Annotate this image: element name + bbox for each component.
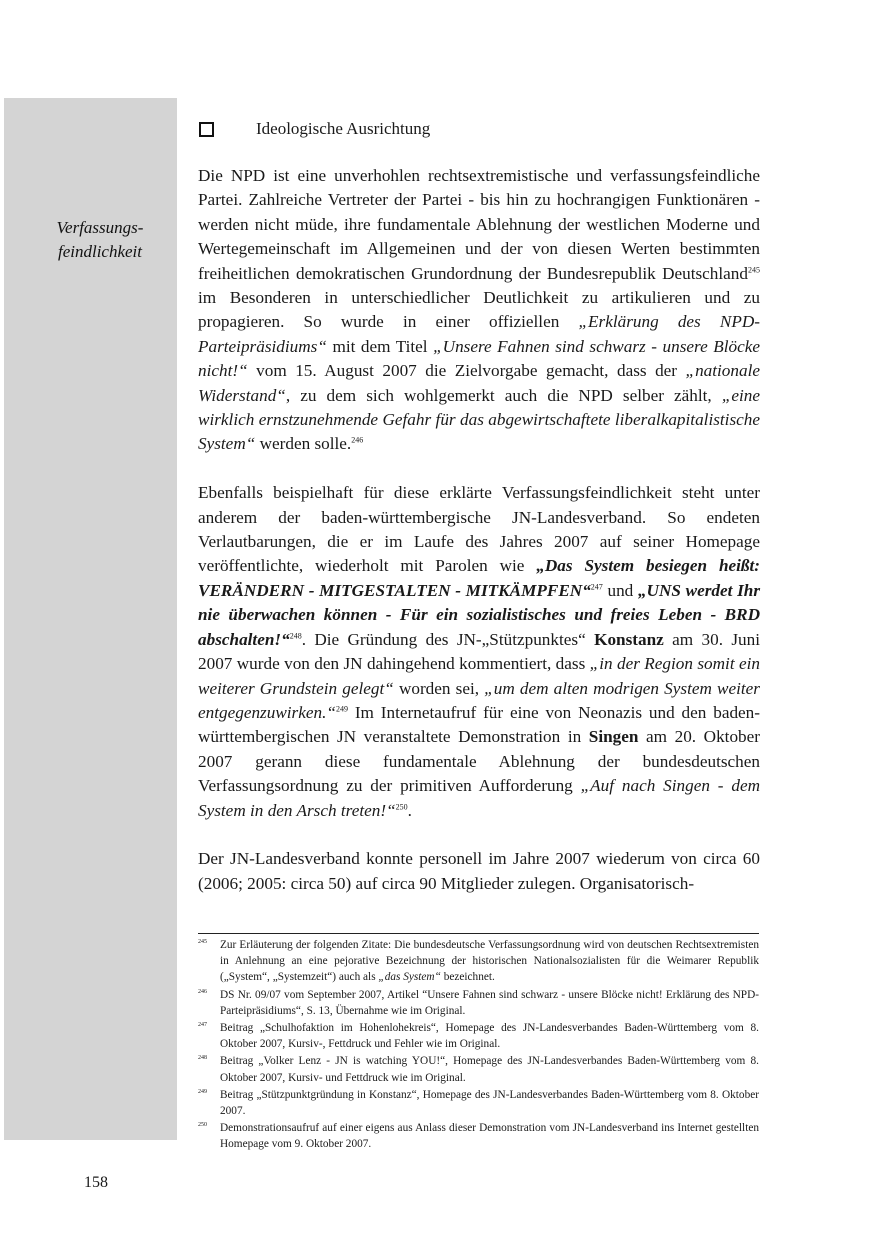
footnote-245 <box>198 937 759 986</box>
footnote-text-b: bezeichnet. <box>440 971 495 984</box>
p1-text-2: im Besonderen in unterschiedlicher Deutlichkeit zu artikulieren und zu propagieren. So wurde in einer offiziellen <box>198 288 760 332</box>
body-text <box>198 164 760 896</box>
footnote-number: 249 <box>198 1088 207 1095</box>
p2-place-konstanz: Konstanz <box>594 629 664 649</box>
p1-text-1: Die NPD ist eine unverhohlen rechtsextremistische und verfassungsfeindliche Partei. Zahlreiche Vertreter der Partei - bis hin zu hochrangigen Funktionären - werden nicht müde, ihre fundamentale Ablehnung der westlichen Moderne und Wertegemeinschaft im Allgemeinen und der von diesen Werten bestimmten freiheitlichen demokratischen Grundordnung der Bundesrepublik Deutschland <box>198 166 760 283</box>
footnote-text <box>220 937 759 986</box>
footnote-number: 246 <box>198 988 207 995</box>
footnote-ref-248: 248 <box>289 630 302 640</box>
section-heading <box>198 117 758 141</box>
checkbox-bullet-icon <box>199 122 214 137</box>
p2-text-2: und <box>602 580 638 600</box>
p2-text-7: am 20. Oktober 2007 gerann diese fundamentale Ablehnung der bundesdeutschen Verfassungsordnung zu der primitiven Aufforderung <box>198 727 760 796</box>
footnote-ref-247: 247 <box>590 582 603 592</box>
footnote-text-em: „das System“ <box>378 971 441 984</box>
p1-text-4: vom 15. August 2007 die Zielvorgabe gemacht, dass der <box>247 361 686 381</box>
footnote-text-a: Zur Erläuterung der folgenden Zitate: Die bundesdeutsche Verfassungsordnung wird von deutschen Rechtsextremisten in Anlehnung an eine pejorative Bezeichnung der historischen Nationalsozialisten für die Weimarer Republik („System“, „Systemzeit“) auch als <box>220 939 759 984</box>
p1-quote-1: „Erklärung des NPD-Parteipräsidiums“ <box>198 312 760 356</box>
margin-note-line-1: Verfassungs- <box>56 218 144 237</box>
p2-text-8: . <box>407 800 412 820</box>
paragraph-1 <box>198 164 760 457</box>
footnote-text: Demonstrationsaufruf auf einer eigens aus Anlass dieser Demonstration vom JN-Landesverband ins Internet gestellten Homepage vom 9. Oktober 2007. <box>220 1122 759 1151</box>
paragraph-2 <box>198 481 760 823</box>
p1-text-5: , zu dem sich wohlgemerkt auch die NPD selber zählt, <box>285 385 722 405</box>
p2-place-singen: Singen <box>588 727 639 747</box>
footnote-248 <box>198 1053 759 1085</box>
footnote-text: Beitrag „Volker Lenz - JN is watching YOU!“, Homepage des JN-Landesverbandes Baden-Württemberg vom 8. Oktober 2007, Kursiv- und Fettdruck wie im Original. <box>220 1055 759 1084</box>
p2-text-6: Im Internetaufruf für eine von Neonazis und den baden-württembergischen JN veranstaltete Demonstration in <box>198 702 760 747</box>
footnote-ref-245: 245 <box>748 264 760 274</box>
margin-note-line-2: feindlichkeit <box>57 242 143 261</box>
p2-text-3: . Die Gründung des JN-„Stützpunktes“ <box>301 629 595 649</box>
footnote-ref-250: 250 <box>395 801 408 811</box>
p2-slogan-2: „UNS werdet Ihr nie überwachen können - Für ein sozialistisches und freies Leben - BRD abschalten!“ <box>198 580 761 649</box>
p2-quote-3: „in der Region somit ein weiterer Grundstein gelegt“ <box>198 654 760 698</box>
footnote-text: Beitrag „Schulhofaktion im Hohenlohekreis“, Homepage des JN-Landesverbandes Baden-Württemberg vom 8. Oktober 2007, Kursiv-, Fettdruck und Fehler wie im Original. <box>220 1022 759 1051</box>
p2-slogan-1: „Das System besiegen heißt: VERÄNDERN - MITGESTALTEN - MITKÄMPFEN“ <box>198 556 761 600</box>
p1-quote-2: „Unsere Fahnen sind schwarz - unsere Blöcke nicht!“ <box>198 336 760 381</box>
p2-text-5: worden sei, <box>393 678 485 698</box>
p2-text-4: am 30. Juni 2007 wurde von den JN dahingehend kommentiert, dass <box>198 629 760 674</box>
footnote-247 <box>198 1020 759 1052</box>
p2-quote-5: „Auf nach Singen - dem System in den Arsch treten!“ <box>198 776 760 820</box>
footnotes <box>198 937 759 1154</box>
p1-quote-4: „eine wirklich ernstzunehmende Gefahr für das abgewirtschaftete liberalkapitalistische System“ <box>198 385 760 454</box>
footnote-number: 250 <box>198 1122 207 1129</box>
page-number: 158 <box>84 1174 108 1191</box>
footnote-249 <box>198 1087 759 1119</box>
p1-text-3: mit dem Titel <box>326 336 434 356</box>
footnote-number: 245 <box>198 939 207 945</box>
footnote-246 <box>198 987 759 1019</box>
footnote-number: 247 <box>198 1022 207 1029</box>
footnote-ref-249: 249 <box>335 704 348 714</box>
footnote-number: 248 <box>198 1055 207 1062</box>
p2-text-1: Ebenfalls beispielhaft für diese erklärte Verfassungsfeindlichkeit steht unter anderem der baden-württembergische JN-Landesverband. So endeten Verlautbarungen, die er im Laufe des Jahres 2007 auf seiner Homepage veröffentlichte, wiederholt mit Parolen wie <box>198 483 760 576</box>
footnote-divider <box>198 933 759 934</box>
footnote-250 <box>198 1120 759 1152</box>
paragraph-3: Der JN-Landesverband konnte personell im Jahre 2007 wiederum von circa 60 (2006; 2005: circa 50) auf circa 90 Mitglieder zulegen. Organisatorisch- <box>198 849 760 893</box>
footnote-ref-246: 246 <box>351 435 364 445</box>
footnote-text: Beitrag „Stützpunktgründung in Konstanz“, Homepage des JN-Landesverbandes Baden-Württemberg vom 8. Oktober 2007. <box>220 1088 759 1118</box>
margin-note <box>40 216 160 264</box>
p2-quote-4: „um dem alten modrigen System weiter entgegenzuwirken.“ <box>198 678 760 722</box>
footnote-text: DS Nr. 09/07 vom September 2007, Artikel “Unsere Fahnen sind schwarz - unsere Blöcke nicht! Erklärung des NPD-Parteipräsidiums“, S. 13, Übernahme wie im Original. <box>220 988 759 1017</box>
p1-text-6: werden solle. <box>255 434 352 454</box>
p1-quote-3: „nationale Widerstand“ <box>198 361 760 405</box>
section-heading-text: Ideologische Ausrichtung <box>256 119 431 138</box>
